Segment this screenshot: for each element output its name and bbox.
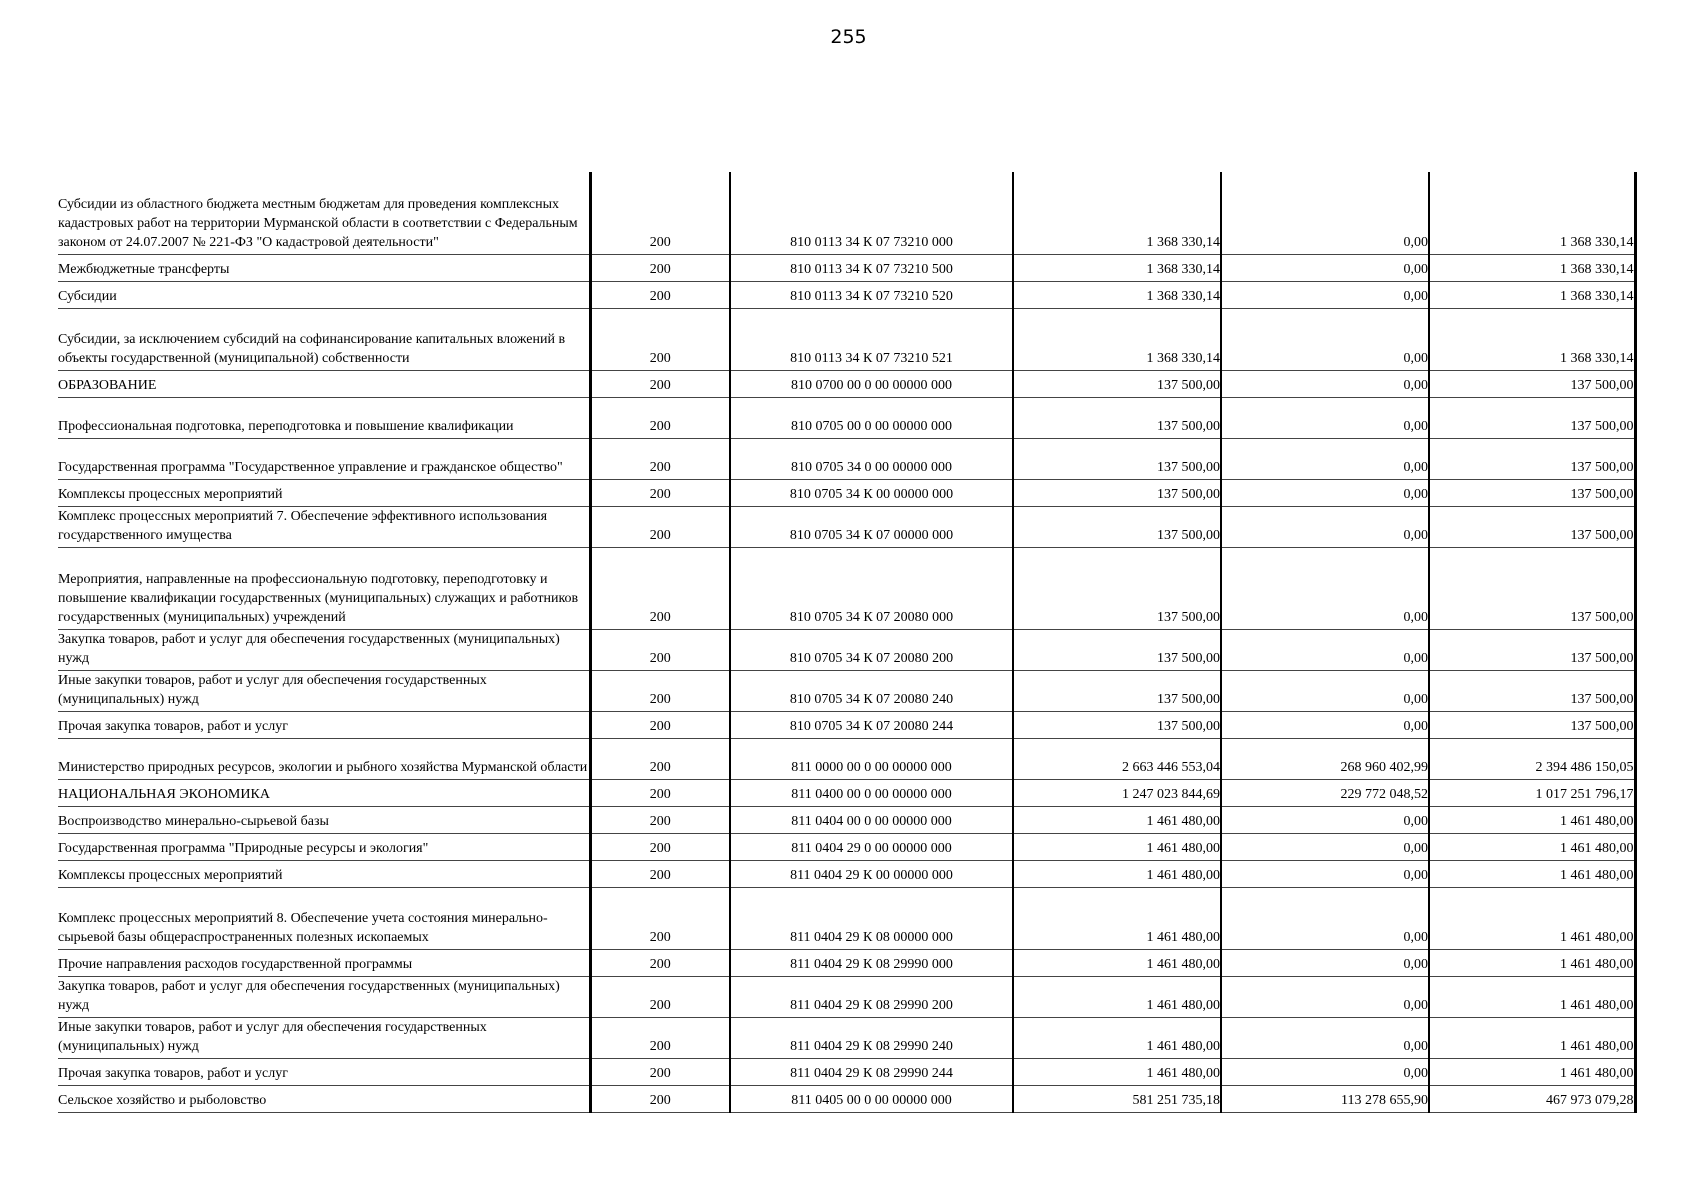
row-name: Государственная программа "Государственное управление и гражданское общество" xyxy=(58,438,590,479)
row-remaining: 137 500,00 xyxy=(1429,547,1635,629)
row-approved: 1 461 480,00 xyxy=(1013,1017,1221,1058)
row-executed: 0,00 xyxy=(1221,438,1429,479)
row-executed: 0,00 xyxy=(1221,860,1429,887)
table-row xyxy=(58,711,1635,738)
row-code: 200 xyxy=(590,833,730,860)
row-remaining: 1 461 480,00 xyxy=(1429,1017,1635,1058)
row-executed: 0,00 xyxy=(1221,833,1429,860)
row-remaining: 1 368 330,14 xyxy=(1429,281,1635,308)
table-row xyxy=(58,308,1635,370)
row-code: 200 xyxy=(590,949,730,976)
row-kbk: 811 0404 29 0 00 00000 000 xyxy=(730,833,1013,860)
row-name: Сельское хозяйство и рыболовство xyxy=(58,1085,590,1112)
row-remaining: 1 461 480,00 xyxy=(1429,949,1635,976)
table-row xyxy=(58,547,1635,629)
row-executed: 113 278 655,90 xyxy=(1221,1085,1429,1112)
row-kbk: 810 0113 34 К 07 73210 520 xyxy=(730,281,1013,308)
table-row xyxy=(58,738,1635,779)
row-code: 200 xyxy=(590,887,730,949)
row-kbk: 810 0705 34 К 07 20080 240 xyxy=(730,670,1013,711)
row-code: 200 xyxy=(590,254,730,281)
row-kbk: 810 0705 34 К 00 00000 000 xyxy=(730,479,1013,506)
table-row xyxy=(58,254,1635,281)
table-row xyxy=(58,397,1635,438)
row-approved: 1 368 330,14 xyxy=(1013,172,1221,254)
row-code: 200 xyxy=(590,438,730,479)
row-remaining: 1 368 330,14 xyxy=(1429,254,1635,281)
row-code: 200 xyxy=(590,1058,730,1085)
row-remaining: 1 461 480,00 xyxy=(1429,1058,1635,1085)
row-name: Прочие направления расходов государственной программы xyxy=(58,949,590,976)
row-kbk: 811 0404 29 К 08 29990 000 xyxy=(730,949,1013,976)
row-name: НАЦИОНАЛЬНАЯ ЭКОНОМИКА xyxy=(58,779,590,806)
row-code: 200 xyxy=(590,308,730,370)
row-executed: 0,00 xyxy=(1221,949,1429,976)
row-executed: 0,00 xyxy=(1221,397,1429,438)
table-row xyxy=(58,281,1635,308)
row-kbk: 810 0113 34 К 07 73210 521 xyxy=(730,308,1013,370)
table-row xyxy=(58,1017,1635,1058)
row-remaining: 137 500,00 xyxy=(1429,479,1635,506)
row-remaining: 1 461 480,00 xyxy=(1429,833,1635,860)
table-row xyxy=(58,1085,1635,1112)
row-kbk: 810 0113 34 К 07 73210 000 xyxy=(730,172,1013,254)
row-executed: 0,00 xyxy=(1221,1017,1429,1058)
row-code: 200 xyxy=(590,547,730,629)
row-executed: 0,00 xyxy=(1221,670,1429,711)
row-kbk: 811 0404 29 К 08 29990 244 xyxy=(730,1058,1013,1085)
row-name: Государственная программа "Природные ресурсы и экология" xyxy=(58,833,590,860)
row-kbk: 811 0400 00 0 00 00000 000 xyxy=(730,779,1013,806)
row-name: Субсидии из областного бюджета местным бюджетам для проведения комплексных кадастровых работ на территории Мурманской области в соответствии с Федеральным законом от 24.07.2007 № 221-ФЗ "О кадастровой деятельности" xyxy=(58,172,590,254)
row-name: Комплексы процессных мероприятий xyxy=(58,479,590,506)
row-approved: 137 500,00 xyxy=(1013,711,1221,738)
row-remaining: 1 461 480,00 xyxy=(1429,976,1635,1017)
row-approved: 137 500,00 xyxy=(1013,506,1221,547)
row-kbk: 810 0705 00 0 00 00000 000 xyxy=(730,397,1013,438)
row-kbk: 811 0404 29 К 00 00000 000 xyxy=(730,860,1013,887)
row-kbk: 811 0404 29 К 08 29990 240 xyxy=(730,1017,1013,1058)
table-row xyxy=(58,806,1635,833)
row-executed: 0,00 xyxy=(1221,308,1429,370)
row-code: 200 xyxy=(590,738,730,779)
row-approved: 1 461 480,00 xyxy=(1013,806,1221,833)
row-remaining: 1 461 480,00 xyxy=(1429,887,1635,949)
budget-table-body xyxy=(58,172,1635,1112)
row-code: 200 xyxy=(590,479,730,506)
row-remaining: 137 500,00 xyxy=(1429,397,1635,438)
row-remaining: 467 973 079,28 xyxy=(1429,1085,1635,1112)
table-row xyxy=(58,976,1635,1017)
row-approved: 137 500,00 xyxy=(1013,479,1221,506)
row-remaining: 137 500,00 xyxy=(1429,711,1635,738)
row-approved: 137 500,00 xyxy=(1013,547,1221,629)
row-approved: 581 251 735,18 xyxy=(1013,1085,1221,1112)
row-approved: 1 368 330,14 xyxy=(1013,254,1221,281)
row-approved: 1 461 480,00 xyxy=(1013,949,1221,976)
row-approved: 1 368 330,14 xyxy=(1013,281,1221,308)
row-approved: 1 461 480,00 xyxy=(1013,887,1221,949)
row-executed: 0,00 xyxy=(1221,976,1429,1017)
row-remaining: 137 500,00 xyxy=(1429,670,1635,711)
row-remaining: 1 017 251 796,17 xyxy=(1429,779,1635,806)
row-code: 200 xyxy=(590,281,730,308)
table-row xyxy=(58,479,1635,506)
row-approved: 2 663 446 553,04 xyxy=(1013,738,1221,779)
row-remaining: 2 394 486 150,05 xyxy=(1429,738,1635,779)
row-kbk: 810 0705 34 0 00 00000 000 xyxy=(730,438,1013,479)
row-kbk: 810 0705 34 К 07 20080 200 xyxy=(730,629,1013,670)
table-row xyxy=(58,629,1635,670)
row-code: 200 xyxy=(590,779,730,806)
page-number: 255 xyxy=(830,26,867,48)
row-executed: 0,00 xyxy=(1221,370,1429,397)
row-kbk: 811 0404 29 К 08 29990 200 xyxy=(730,976,1013,1017)
row-remaining: 137 500,00 xyxy=(1429,370,1635,397)
row-executed: 0,00 xyxy=(1221,172,1429,254)
row-kbk: 810 0705 34 К 07 20080 000 xyxy=(730,547,1013,629)
row-code: 200 xyxy=(590,506,730,547)
row-executed: 229 772 048,52 xyxy=(1221,779,1429,806)
row-kbk: 810 0700 00 0 00 00000 000 xyxy=(730,370,1013,397)
row-name: Субсидии, за исключением субсидий на софинансирование капитальных вложений в объекты государственной (муниципальной) собственности xyxy=(58,308,590,370)
table-row xyxy=(58,172,1635,254)
table-row xyxy=(58,779,1635,806)
row-executed: 0,00 xyxy=(1221,254,1429,281)
row-approved: 137 500,00 xyxy=(1013,629,1221,670)
row-approved: 1 368 330,14 xyxy=(1013,308,1221,370)
row-name: Мероприятия, направленные на профессиональную подготовку, переподготовку и повышение квалификации государственных (муниципальных) служащих и работников государственных (муниципальных) учреждений xyxy=(58,547,590,629)
row-remaining: 1 461 480,00 xyxy=(1429,806,1635,833)
row-executed: 0,00 xyxy=(1221,547,1429,629)
row-code: 200 xyxy=(590,976,730,1017)
row-approved: 1 461 480,00 xyxy=(1013,833,1221,860)
row-approved: 137 500,00 xyxy=(1013,670,1221,711)
row-remaining: 137 500,00 xyxy=(1429,629,1635,670)
row-name: Прочая закупка товаров, работ и услуг xyxy=(58,711,590,738)
row-code: 200 xyxy=(590,1085,730,1112)
row-code: 200 xyxy=(590,711,730,738)
row-name: Министерство природных ресурсов, экологии и рыбного хозяйства Мурманской области xyxy=(58,738,590,779)
row-approved: 1 461 480,00 xyxy=(1013,1058,1221,1085)
row-name: Воспроизводство минерально-сырьевой базы xyxy=(58,806,590,833)
row-name: Профессиональная подготовка, переподготовка и повышение квалификации xyxy=(58,397,590,438)
row-name: Иные закупки товаров, работ и услуг для обеспечения государственных (муниципальных) нужд xyxy=(58,1017,590,1058)
row-kbk: 811 0404 00 0 00 00000 000 xyxy=(730,806,1013,833)
table-row xyxy=(58,949,1635,976)
table-row xyxy=(58,1058,1635,1085)
row-executed: 0,00 xyxy=(1221,1058,1429,1085)
row-kbk: 811 0405 00 0 00 00000 000 xyxy=(730,1085,1013,1112)
row-name: Комплекс процессных мероприятий 8. Обеспечение учета состояния минерально-сырьевой базы общераспространенных полезных ископаемых xyxy=(58,887,590,949)
row-code: 200 xyxy=(590,629,730,670)
row-code: 200 xyxy=(590,670,730,711)
row-approved: 137 500,00 xyxy=(1013,438,1221,479)
row-executed: 268 960 402,99 xyxy=(1221,738,1429,779)
row-approved: 1 461 480,00 xyxy=(1013,860,1221,887)
row-code: 200 xyxy=(590,806,730,833)
row-remaining: 1 368 330,14 xyxy=(1429,308,1635,370)
row-kbk: 811 0404 29 К 08 00000 000 xyxy=(730,887,1013,949)
row-remaining: 137 500,00 xyxy=(1429,506,1635,547)
row-executed: 0,00 xyxy=(1221,479,1429,506)
row-executed: 0,00 xyxy=(1221,806,1429,833)
row-approved: 137 500,00 xyxy=(1013,397,1221,438)
table-row xyxy=(58,370,1635,397)
row-name: Прочая закупка товаров, работ и услуг xyxy=(58,1058,590,1085)
row-kbk: 811 0000 00 0 00 00000 000 xyxy=(730,738,1013,779)
row-approved: 1 247 023 844,69 xyxy=(1013,779,1221,806)
row-executed: 0,00 xyxy=(1221,887,1429,949)
row-code: 200 xyxy=(590,860,730,887)
row-remaining: 1 461 480,00 xyxy=(1429,860,1635,887)
row-name: Комплексы процессных мероприятий xyxy=(58,860,590,887)
row-code: 200 xyxy=(590,397,730,438)
row-name: Иные закупки товаров, работ и услуг для обеспечения государственных (муниципальных) нужд xyxy=(58,670,590,711)
row-code: 200 xyxy=(590,370,730,397)
row-kbk: 810 0705 34 К 07 20080 244 xyxy=(730,711,1013,738)
row-executed: 0,00 xyxy=(1221,506,1429,547)
row-kbk: 810 0705 34 К 07 00000 000 xyxy=(730,506,1013,547)
table-row xyxy=(58,438,1635,479)
row-remaining: 1 368 330,14 xyxy=(1429,172,1635,254)
row-remaining: 137 500,00 xyxy=(1429,438,1635,479)
row-approved: 137 500,00 xyxy=(1013,370,1221,397)
row-executed: 0,00 xyxy=(1221,629,1429,670)
table-row xyxy=(58,833,1635,860)
row-name: Комплекс процессных мероприятий 7. Обеспечение эффективного использования государственного имущества xyxy=(58,506,590,547)
table-row xyxy=(58,670,1635,711)
row-name: Межбюджетные трансферты xyxy=(58,254,590,281)
row-name: ОБРАЗОВАНИЕ xyxy=(58,370,590,397)
table-row xyxy=(58,887,1635,949)
budget-table xyxy=(58,172,1637,1113)
row-approved: 1 461 480,00 xyxy=(1013,976,1221,1017)
table-row xyxy=(58,860,1635,887)
row-name: Закупка товаров, работ и услуг для обеспечения государственных (муниципальных) нужд xyxy=(58,629,590,670)
row-kbk: 810 0113 34 К 07 73210 500 xyxy=(730,254,1013,281)
row-code: 200 xyxy=(590,172,730,254)
row-name: Закупка товаров, работ и услуг для обеспечения государственных (муниципальных) нужд xyxy=(58,976,590,1017)
row-executed: 0,00 xyxy=(1221,711,1429,738)
table-row xyxy=(58,506,1635,547)
row-code: 200 xyxy=(590,1017,730,1058)
row-executed: 0,00 xyxy=(1221,281,1429,308)
row-name: Субсидии xyxy=(58,281,590,308)
